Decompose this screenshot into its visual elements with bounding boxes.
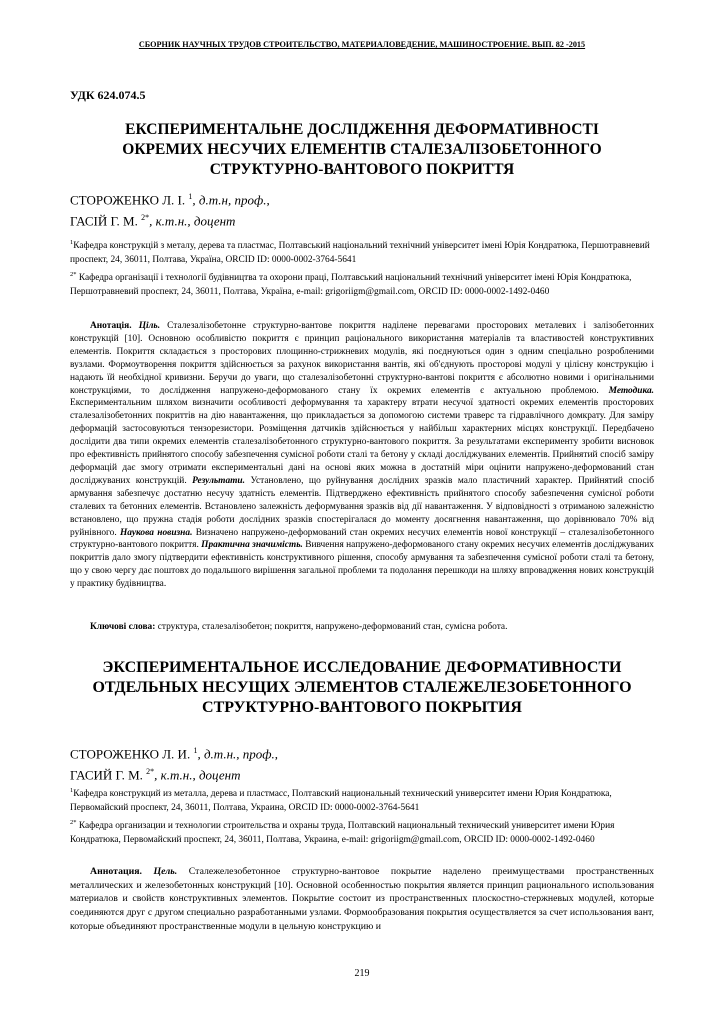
author: ГАСИЙ Г. М. $^{2*}$, к.т.н., доцент bbox=[70, 767, 241, 783]
udk-code: УДК 624.074.5 bbox=[70, 88, 146, 102]
author: СТОРОЖЕНКО Л. І. $^1$, д.т.н, проф., bbox=[70, 192, 270, 208]
title-ru: ЭКСПЕРИМЕНТАЛЬНОЕ ИССЛЕДОВАНИЕ ДЕФОРМАТИВНОСТИ ОТДЕЛЬНЫХ НЕСУЩИХ ЭЛЕМЕНТОВ СТАЛЕЖЕЛЕЗОБЕТОННОГО СТРУКТУРНО-ВАНТОВОГО ПОКРЫТИЯ bbox=[92, 659, 632, 716]
keywords-ua: Ключові слова: структура, сталезалізобетон; покриття, напружено-деформований стан, сумісна робота. bbox=[90, 622, 508, 632]
title-ua: ЕКСПЕРИМЕНТАЛЬНЕ ДОСЛІДЖЕННЯ ДЕФОРМАТИВНОСТІ ОКРЕМИХ НЕСУЧИХ ЕЛЕМЕНТІВ СТАЛЕЗАЛІЗОБЕТОННОГО СТРУКТУРНО-ВАНТОВОГО ПОКРИТТЯ bbox=[122, 121, 602, 178]
authors-ua bbox=[70, 188, 270, 231]
abstract-ua: Анотація. Ціль. Сталезалізобетонне структурно-вантове покриття наділене перевагами просторових металевих і залізобетонних конструкцій [10]. Основною особливістю покриття є принцип раціонального використання матеріалів та властивостей конструктивних елементів. Покриття складається з просторових площинно-стрижневих модулів, які поєднуються один з одним спеціально розробленими вузлами. Формоутворення покриття здійснюється за рахунок використання вантів, які об'єднують просторові модулі у цілісну конструкцію і надають їй необхідної кривизни. Беручи до уваги, що сталезалізобетонні структурно-вантові покриття є абсолютно новими і оригінальними конструкціями, то дослідження напружено-деформованого стану їх окремих елементів є актуальною проблемою. Методика. Експериментальним шляхом визначити особливості деформування та характеру втрати несучої здатності окремих елементів просторових сталезалізобетонних покриттів на дію навантаження, що прикладається за допомогою системи траверс та гідравлічного домкрату. Для заміру деформацій застосовуються тензорезистори. Розміщення датчиків здійснюється у найбільш характерних місцях конструкції. Передбачено дослідити два типи окремих елементів сталезалізобетонного структурно-вантового покриття. За результатами експерименту зробити висновок про ефективність прийнятого способу забезпечення сумісної роботи сталі та бетону у складі досліджуваних елементів. Прийнятий спосіб заміру деформацій дає змогу отримати експериментальні дані на основі яких можна в достатній міри оцінити напружено-деформований стан досліджуваних конструкцій. Результати. Установлено, що руйнування дослідних зразків мало пластичний характер. Прийнятий спосіб армування забезпечує достатню несучу здатність елементів. Підтверджено ефективність прийнятого способу забезпечення сумісної роботи сталевих та бетонних елементів. Встановлено залежність деформування зразків від дії навантаження. У відповідності з отриманою залежністю встановлено, що пружна стадія роботи дослідних зразків спостерігалася до моменту досягнення навантаження, що дорівнювало 70% від руйнівного. Наукова новизна. Визначено напружено-деформований стан окремих несучих елементів нової конструкції – сталезалізобетонного структурно-вантового покриття. Практична значимість. Вивчення напружено-деформованого стану окремих несучих елементів досліджуваних покриттів дало змогу підтвердити ефективність конструктивного рішення, способу армування та забезпечення сумісної роботи сталі та бетону, що у свою чергу дає поштовх до подальшого вирішення загальної проблеми та подолання перешкоди на шляху впровадження нових конструкцій у практику будівництва. bbox=[70, 321, 655, 590]
abstract-ru: Аннотация. Цель. Сталежелезобетонное структурно-вантовое покрытие наделено преимуществами пространственных металлических и железобетонных конструкций [10]. Основной особенностью покрытия является принцип рационального использования материалов и свойств конструктивных элементов. Покрытие состоит из пространственных плоскостно-стержневых модулей, которые соединяются друг с другом специально разработанными узлами. Формообразования покрытия осуществляется за счет использования вант, которые объединяют пространственные модули в цельную конструкцию и bbox=[70, 866, 654, 932]
author: СТОРОЖЕНКО Л. И. $^1$, д.т.н., проф., bbox=[70, 746, 279, 762]
affiliation: $^1$Кафедра конструкцій з металу, дерева та пластмас, Полтавський національний технічний університет імені Юрія Кондратюка, Першотравневий проспект, 24, 36011, Полтава, Україна, ORCID ID: 0000-0002-3764-5641 bbox=[70, 239, 650, 266]
author: ГАСІЙ Г. М. $^{2*}$, к.т.н., доцент bbox=[70, 213, 236, 229]
page-number: 219 bbox=[354, 968, 370, 979]
affiliation: $^{2*}$ Кафедра организации и технологии строительства и охраны труда, Полтавский национальный технический университет имени Юрия Кондратюка, Первомайский проспект, 24, 36011, Полтава, Украина, e-mail: grigoriigm@gmail.com, ORCID ID: 0000-0002-1492-0460 bbox=[70, 818, 615, 846]
affiliation: $^1$Кафедра конструкций из металла, дерева и пластмасс, Полтавский национальный технический университет имени Юрия Кондратюка, Первомайский проспект, 24, 36011, Полтава, Украина, ORCID ID: 0000-0002-3764-5641 bbox=[70, 787, 612, 814]
affiliations-ua bbox=[70, 236, 654, 299]
authors-ru bbox=[70, 742, 278, 785]
affiliations-ru bbox=[70, 784, 654, 847]
affiliation: $^{2*}$ Кафедра організації і технології будівництва та охорони праці, Полтавський національний технічний університет імені Юрія Кондратюка, Першотравневий проспект, 24, 36011, Полтава, Україна, e-mail: grigoriigm@gmail.com, ORCID ID: 0000-0002-1492-0460 bbox=[70, 270, 632, 298]
journal-header: СБОРНИК НАУЧНЫХ ТРУДОВ СТРОИТЕЛЬСТВО, МАТЕРИАЛОВЕДЕНИЕ, МАШИНОСТРОЕНИЕ. ВЫП. 82 -2015 bbox=[138, 40, 586, 49]
